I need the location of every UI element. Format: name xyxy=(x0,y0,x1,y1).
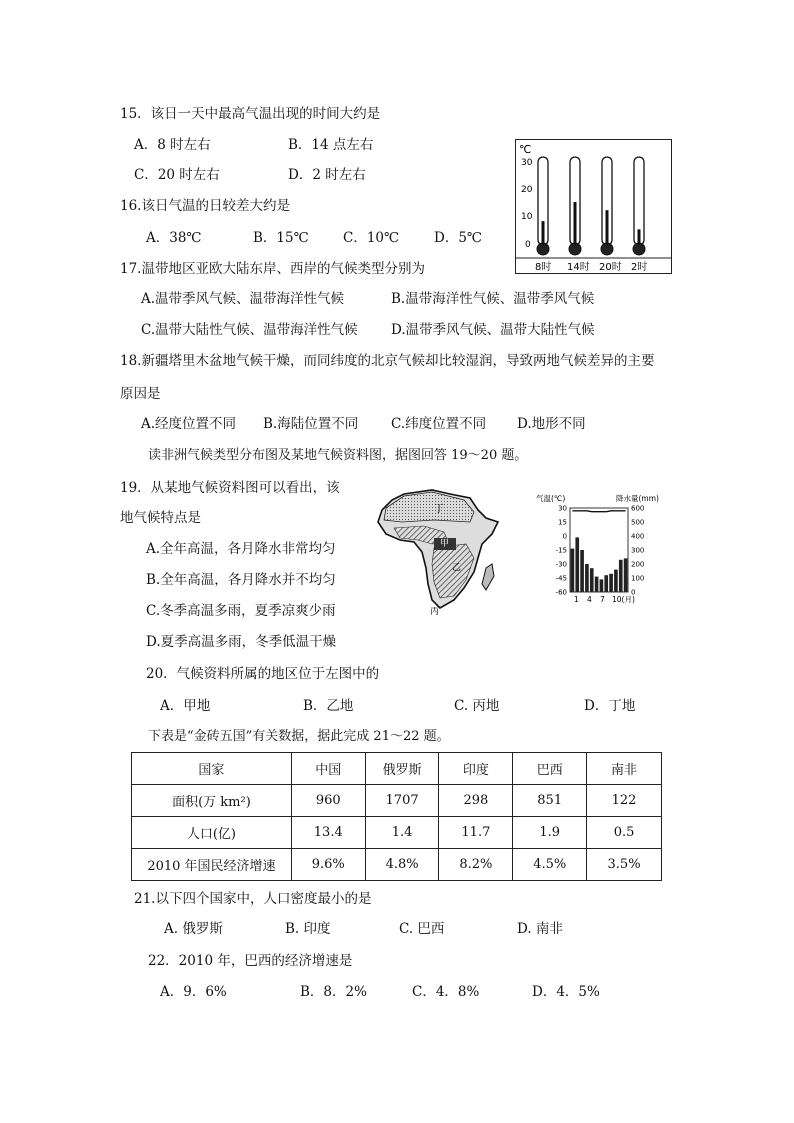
q16-option-c: C．10℃ xyxy=(343,230,400,246)
climo-precip-bar xyxy=(590,568,594,592)
thermometer-mercury xyxy=(574,202,577,245)
q21-stem: 21.以下四个国家中，人口密度最小的是 xyxy=(134,891,372,907)
q22-option-c: C．4．8% xyxy=(412,984,480,1000)
climo-right-tick: 100 xyxy=(631,574,645,583)
climo-precip-bar xyxy=(624,558,628,592)
climo-right-tick: 600 xyxy=(631,504,645,513)
q20-option-c: C. 丙地 xyxy=(454,698,500,714)
table-header-row xyxy=(132,753,662,785)
climo-right-tick: 200 xyxy=(631,560,645,569)
q15-option-b: B．14 点左右 xyxy=(288,137,374,153)
q21-option-d: D. 南非 xyxy=(517,921,563,937)
table-cell: 4.8% xyxy=(365,849,439,881)
q21-option-a: A. 俄罗斯 xyxy=(164,921,223,937)
q17-option-b: B.温带海洋性气候、温带季风气候 xyxy=(391,291,595,307)
thermo-label-20: 20时 xyxy=(599,262,622,273)
table-cell: 13.4 xyxy=(291,817,365,849)
q18-option-b: B.海陆位置不同 xyxy=(263,416,359,432)
q19-option-c: C.冬季高温多雨，夏季凉爽少雨 xyxy=(146,603,336,619)
q21-option-c: C. 巴西 xyxy=(399,921,445,937)
thermometer-mercury xyxy=(606,210,609,245)
thermo-unit: ℃ xyxy=(519,143,532,156)
thermo-tick-10: 10 xyxy=(521,212,533,222)
q19-option-b: B.全年高温，各月降水并不均匀 xyxy=(146,572,336,588)
table-cell: 298 xyxy=(439,785,513,817)
table-row xyxy=(132,849,662,881)
q16-option-a: A．38℃ xyxy=(146,230,202,246)
table-cell: 960 xyxy=(291,785,365,817)
q22-stem: 22．2010 年，巴西的经济增速是 xyxy=(148,953,353,969)
climo-right-tick: 400 xyxy=(631,532,645,541)
map-label-ding: 丁 xyxy=(434,504,444,515)
table-cell: 3.5% xyxy=(587,849,662,881)
q17-option-d: D.温带季风气候、温带大陆性气候 xyxy=(391,322,595,338)
table-cell: 1.9 xyxy=(513,817,587,849)
table-row xyxy=(132,817,662,849)
intro-19-20: 读非洲气候类型分布图及某地气候资料图，据图回答 19～20 题。 xyxy=(148,448,528,463)
climo-month-7: 7 xyxy=(600,595,605,604)
climo-left-tick: 30 xyxy=(558,504,567,513)
climo-month-4: 4 xyxy=(587,595,592,604)
q20-stem: 20．气候资料所属的地区位于左图中的 xyxy=(146,666,380,682)
climo-right-tick: 0 xyxy=(631,588,636,597)
q19-stem-line2: 地气候特点是 xyxy=(120,510,201,526)
thermometer-mercury xyxy=(542,221,545,245)
q15-option-c: C．20 时左右 xyxy=(134,167,220,183)
map-label-bing: 丙 xyxy=(430,607,440,616)
madagascar-outline xyxy=(482,564,494,590)
table-cell: 122 xyxy=(587,785,662,817)
climo-right-tick: 500 xyxy=(631,518,645,527)
thermometer-figure xyxy=(515,139,672,274)
table-cell: 851 xyxy=(513,785,587,817)
q19-option-d: D.夏季高温多雨，冬季低温干燥 xyxy=(146,634,337,650)
q18-option-a: A.经度位置不同 xyxy=(141,416,237,432)
climo-left-tick: 15 xyxy=(558,518,567,527)
thermo-label-2: 2时 xyxy=(631,262,648,273)
table-header-cell: 俄罗斯 xyxy=(365,753,439,785)
climo-left-tick: 0 xyxy=(562,532,567,541)
thermo-tick-30: 30 xyxy=(521,158,533,168)
climo-right-tick: 300 xyxy=(631,546,645,555)
table-header-cell: 印度 xyxy=(439,753,513,785)
africa-climate-map xyxy=(374,488,516,616)
climo-precip-bar xyxy=(585,564,589,592)
table-cell: 8.2% xyxy=(439,849,513,881)
q19-stem-line1: 19．从某地气候资料图可以看出，该 xyxy=(120,480,340,496)
table-cell: 1.4 xyxy=(365,817,439,849)
climo-precip-bar xyxy=(619,560,623,592)
q16-option-b: B．15℃ xyxy=(253,230,309,246)
climo-precip-bar xyxy=(604,575,608,592)
climo-precip-bar xyxy=(571,549,575,592)
table-cell: 9.6% xyxy=(291,849,365,881)
brics-table xyxy=(131,752,662,881)
table-cell: 2010 年国民经济增速 xyxy=(132,849,292,881)
q22-option-a: A．9．6% xyxy=(160,984,227,1000)
q17-stem: 17.温带地区亚欧大陆东岸、西岸的气候类型分别为 xyxy=(120,261,425,277)
q18-option-c: C.纬度位置不同 xyxy=(391,416,487,432)
climo-precip-bar xyxy=(575,537,579,592)
climo-precip-bar xyxy=(614,570,618,592)
q20-option-b: B．乙地 xyxy=(303,698,354,714)
q16-stem: 16.该日气温的日较差大约是 xyxy=(120,198,290,214)
thermo-label-14: 14时 xyxy=(567,262,590,273)
climo-month-10: 10(月) xyxy=(612,595,635,604)
q20-option-a: A．甲地 xyxy=(160,698,211,714)
q20-option-d: D．丁地 xyxy=(584,698,636,714)
climo-left-tick: -45 xyxy=(555,574,567,583)
climo-right-axis-label: 降水量(mm) xyxy=(616,494,659,503)
climograph xyxy=(536,492,670,609)
q17-option-a: A.温带季风气候、温带海洋性气候 xyxy=(141,291,345,307)
table-cell: 4.5% xyxy=(513,849,587,881)
q21-option-b: B. 印度 xyxy=(285,921,331,937)
q15-stem: 15．该日一天中最高气温出现的时间大约是 xyxy=(120,106,381,122)
map-label-yi: 乙 xyxy=(452,563,462,573)
table-cell: 面积(万 km²) xyxy=(132,785,292,817)
q22-option-d: D．4．5% xyxy=(532,984,600,1000)
thermo-tick-0: 0 xyxy=(525,240,531,250)
climo-left-axis-label: 气温(℃) xyxy=(536,494,566,503)
table-header-cell: 南非 xyxy=(587,753,662,785)
thermo-tick-20: 20 xyxy=(521,185,533,195)
table-cell: 11.7 xyxy=(439,817,513,849)
table-header-cell: 巴西 xyxy=(513,753,587,785)
table-cell: 0.5 xyxy=(587,817,662,849)
q15-option-a: A．8 时左右 xyxy=(134,137,211,153)
climo-month-1: 1 xyxy=(574,595,579,604)
q18-stem-line2: 原因是 xyxy=(120,386,161,402)
climo-precip-bar xyxy=(609,574,613,592)
table-row xyxy=(132,785,662,817)
q22-option-b: B．8．2% xyxy=(300,984,367,1000)
climo-precip-bar xyxy=(595,577,599,592)
q17-option-c: C.温带大陆性气候、温带海洋性气候 xyxy=(141,322,358,338)
climo-left-tick: -30 xyxy=(555,560,567,569)
thermo-label-8: 8时 xyxy=(535,262,552,273)
table-cell: 1707 xyxy=(365,785,439,817)
q19-option-a: A.全年高温，各月降水非常均匀 xyxy=(146,541,336,557)
q18-option-d: D.地形不同 xyxy=(517,416,586,432)
thermometer-mercury xyxy=(638,229,641,245)
intro-21-22: 下表是“金砖五国”有关数据，据此完成 21～22 题。 xyxy=(148,729,450,744)
climo-precip-bar xyxy=(600,579,604,592)
table-cell: 人口(亿) xyxy=(132,817,292,849)
climo-precip-bar xyxy=(580,550,584,592)
q16-option-d: D．5℃ xyxy=(434,230,483,246)
map-label-jia: 甲 xyxy=(440,539,450,549)
q15-option-d: D．2 时左右 xyxy=(288,167,366,183)
q18-stem-line1: 18.新疆塔里木盆地气候干燥，而同纬度的北京气候却比较湿润，导致两地气候差异的主要 xyxy=(120,353,655,369)
table-header-cell: 国家 xyxy=(132,753,292,785)
climo-left-tick: -60 xyxy=(555,588,567,597)
table-header-cell: 中国 xyxy=(291,753,365,785)
climo-left-tick: -15 xyxy=(555,546,567,555)
